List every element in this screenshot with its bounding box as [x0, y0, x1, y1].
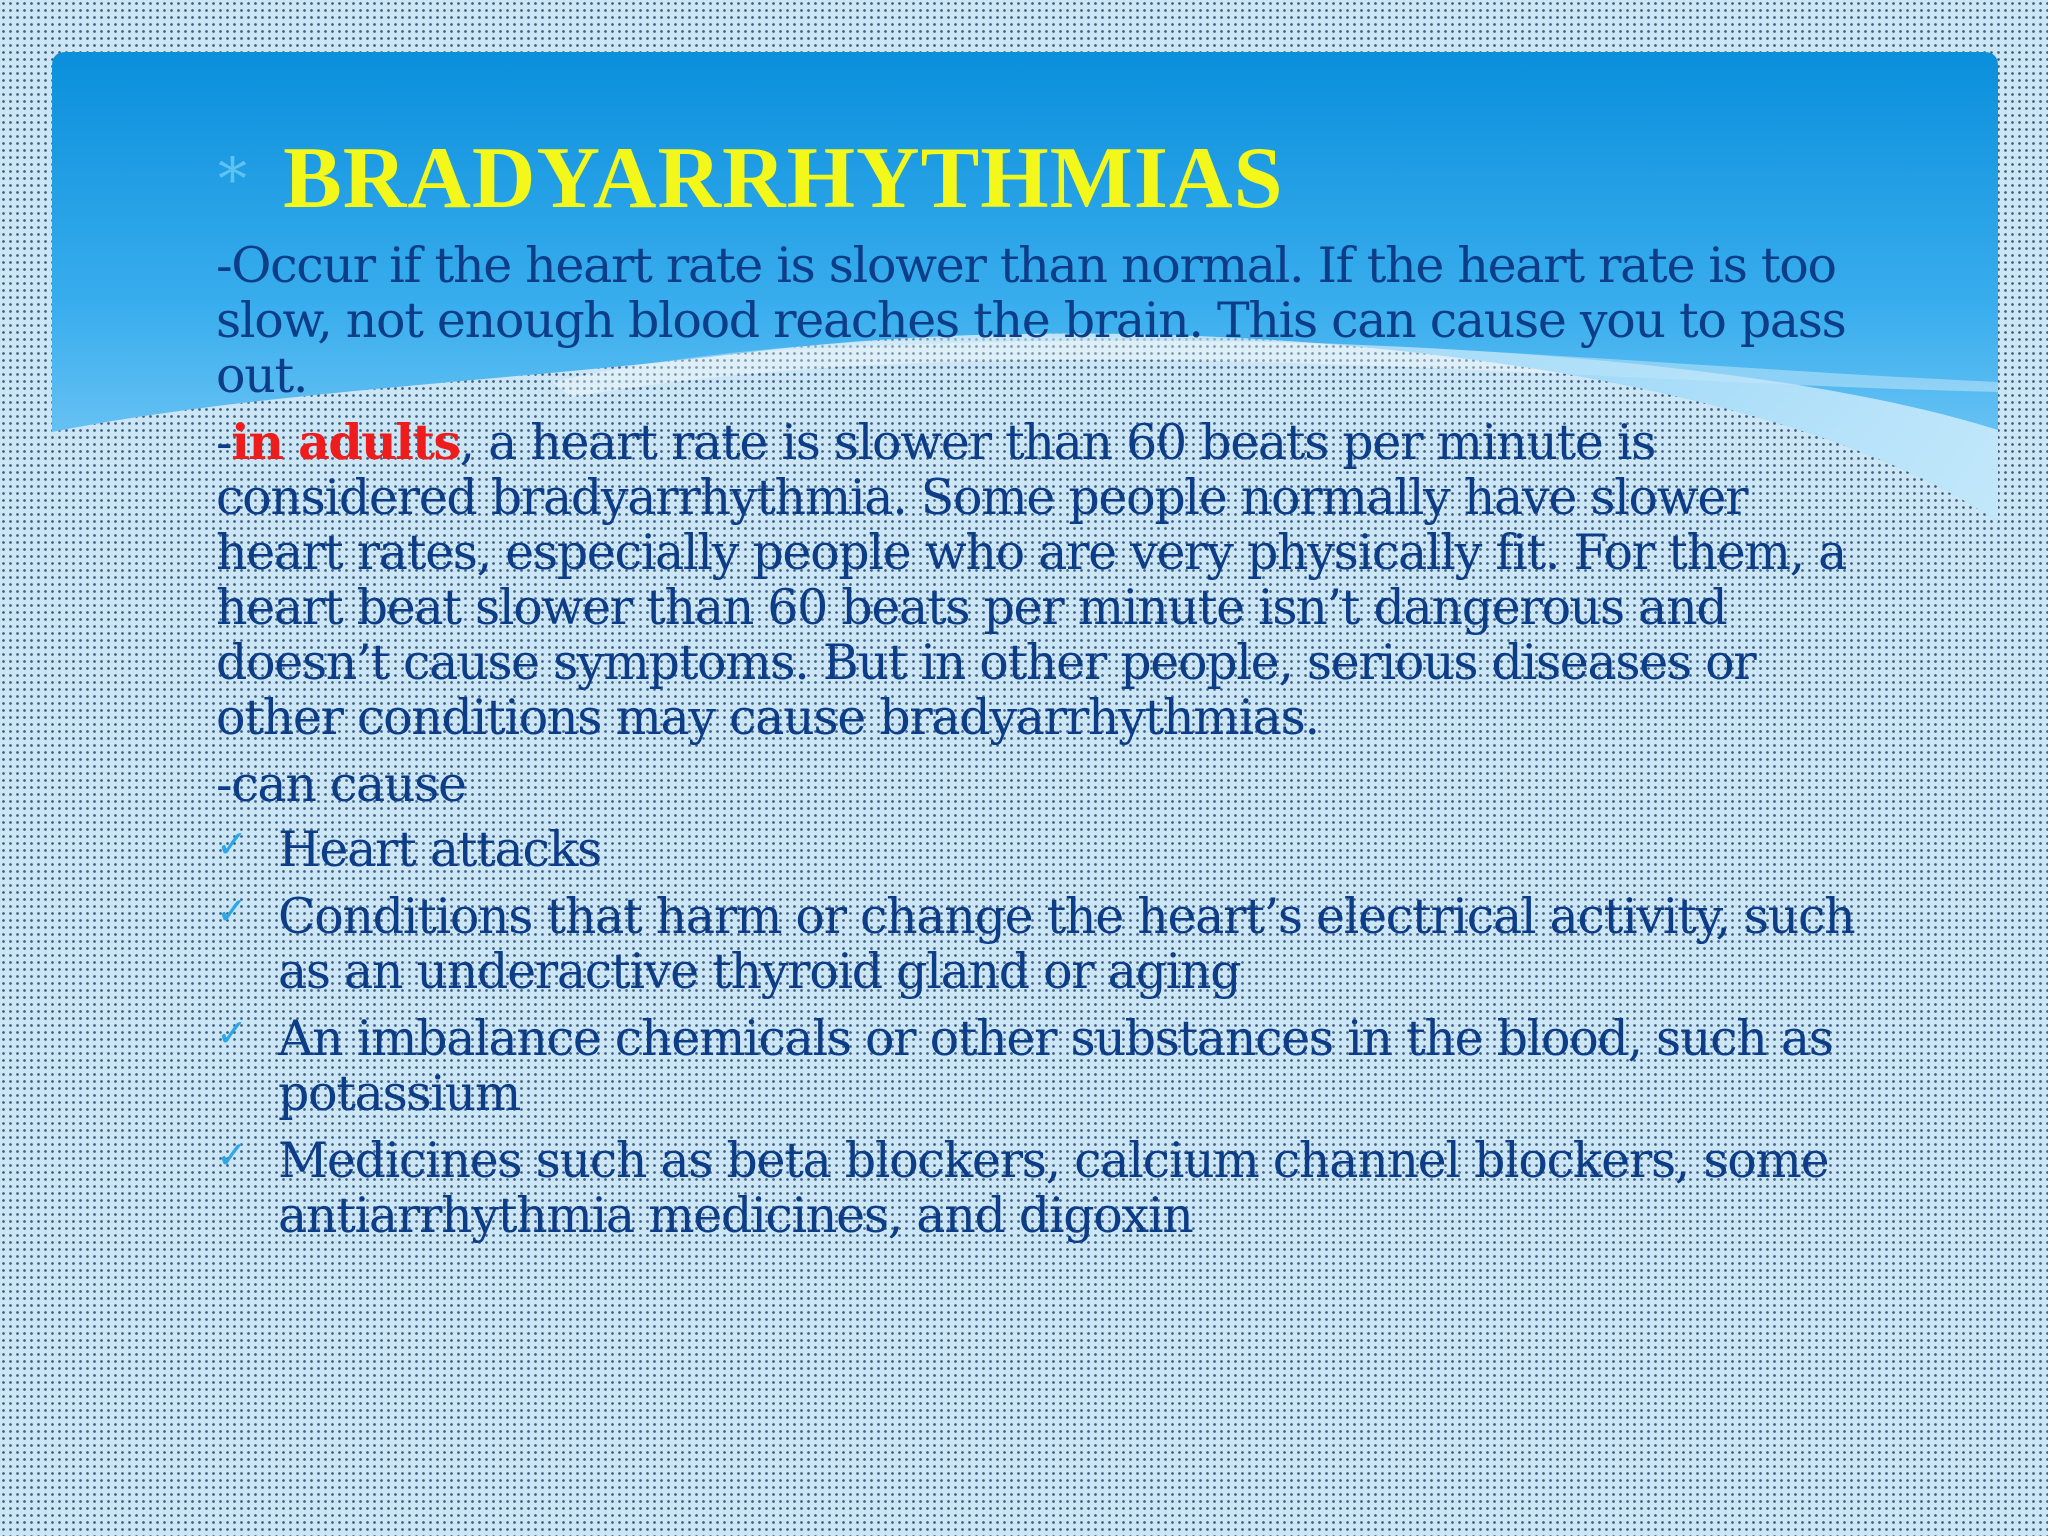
cause-item-heart-attacks — [216, 822, 1856, 877]
cause-text: Heart attacks — [278, 821, 601, 878]
checkmark-icon: ✓ — [216, 1011, 247, 1055]
checkmark-icon: ✓ — [216, 822, 247, 866]
checkmark-icon: ✓ — [216, 889, 247, 933]
adults-text: , a heart rate is slower than 60 beats per minute is considered bradyarrhythmia. Some people normally have slower heart rates, especially people who are very physically fit. For them, a heart beat slower than 60 beats per minute isn’t dangerous and doesn’t cause symptoms. But in other people, serious diseases or other conditions may cause bradyarrhythmias. — [216, 414, 1847, 746]
adults-prefix: - — [216, 414, 232, 471]
intro-paragraph: -Occur if the heart rate is slower than normal. If the heart rate is too slow, not enough blood reaches the brain. This can cause you to pass out. — [216, 237, 1846, 404]
cause-item-medicines — [216, 1133, 1856, 1243]
cause-item-electrical-conditions — [216, 889, 1856, 999]
can-cause-label: -can cause — [216, 756, 466, 813]
adults-paragraph — [216, 415, 1856, 745]
cause-item-chemical-imbalance — [216, 1011, 1856, 1121]
slide-body — [216, 238, 1856, 1255]
cause-text: An imbalance chemicals or other substances in the blood, such as potassium — [278, 1010, 1833, 1122]
causes-list — [216, 822, 1856, 1243]
adults-highlight: in adults — [231, 413, 460, 471]
slide-title: BRADYARRHYTHMIAS — [283, 130, 1284, 227]
checkmark-icon: ✓ — [216, 1133, 247, 1177]
cause-text: Conditions that harm or change the heart’s electrical activity, such as an underactive thyroid gland or aging — [278, 888, 1855, 1000]
cause-text: Medicines such as beta blockers, calcium channel blockers, some antiarrhythmia medicines, and digoxin — [278, 1132, 1829, 1244]
title-bullet-icon: * — [218, 145, 247, 213]
slide-title-row — [218, 128, 1284, 229]
